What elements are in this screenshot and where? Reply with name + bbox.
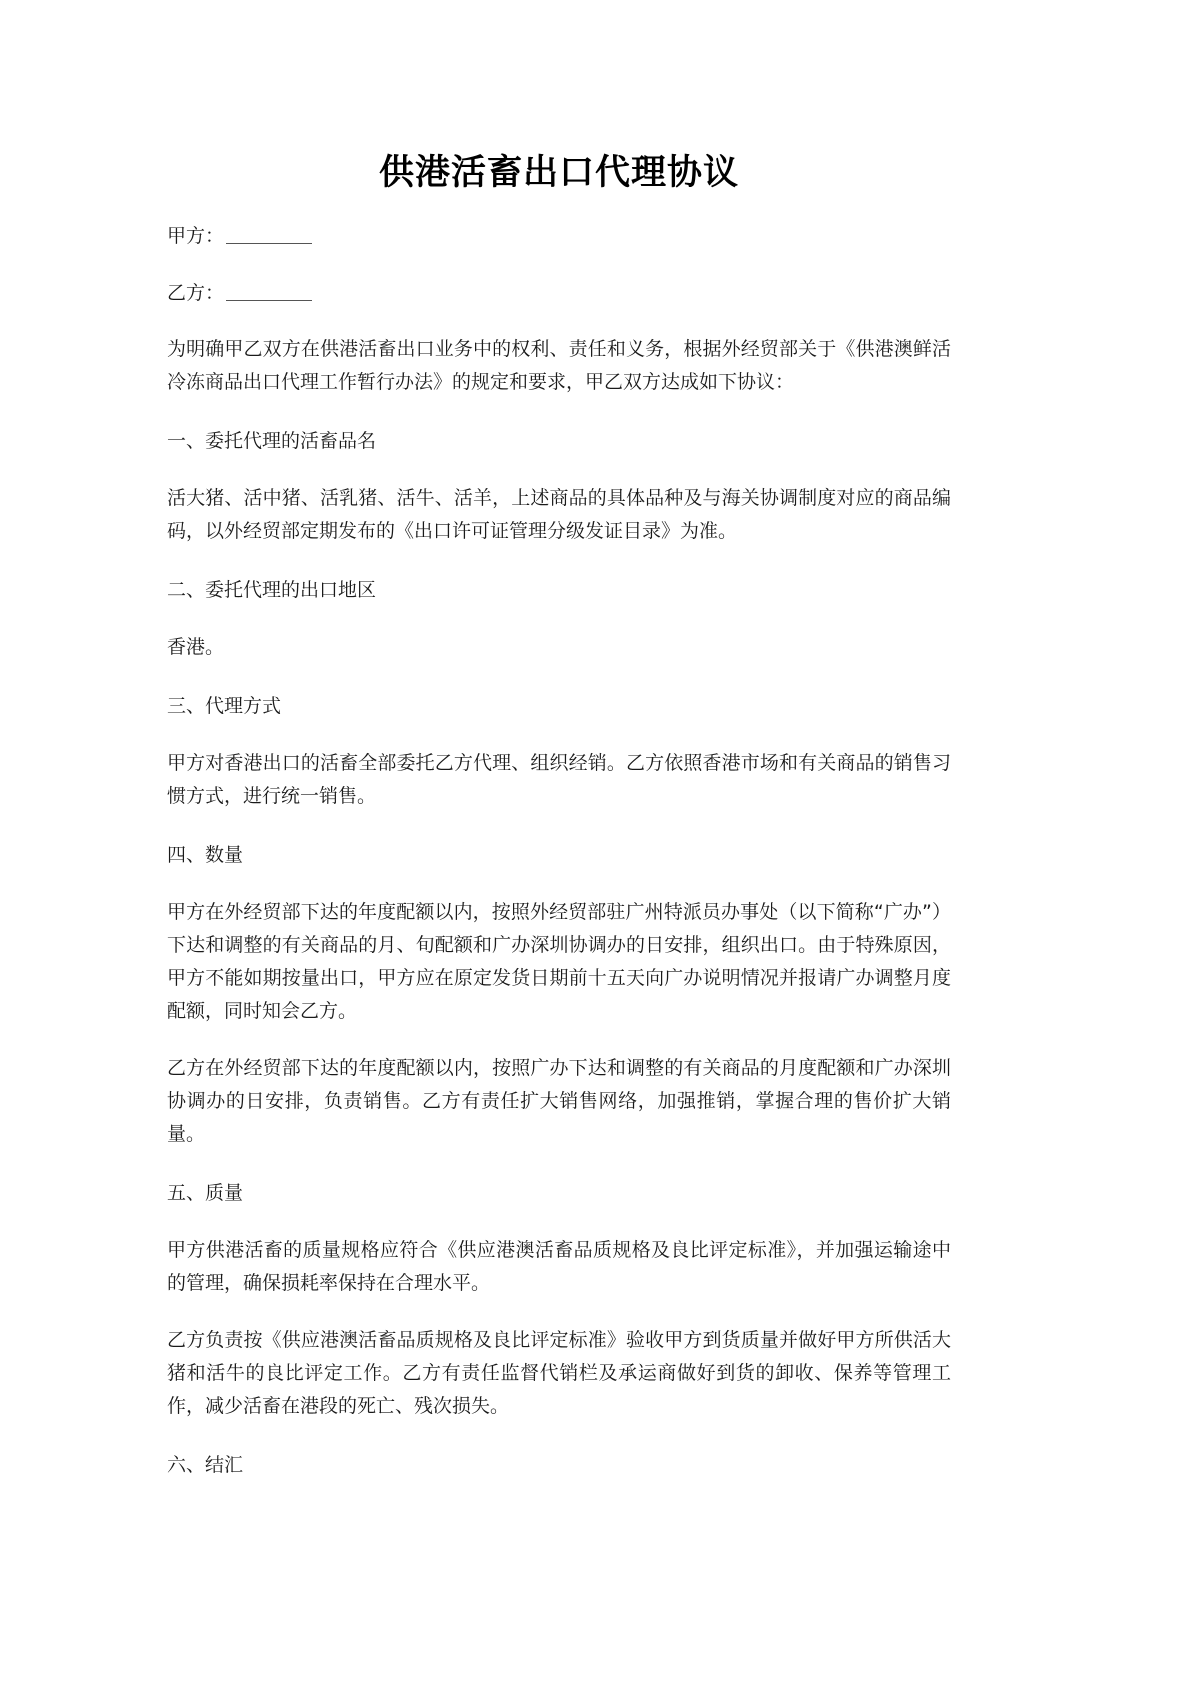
party-b-label: 乙方： <box>167 281 225 304</box>
party-a-line <box>167 194 951 251</box>
section-3-paragraph-1: 甲方对香港出口的活畜全部委托乙方代理、组织经销。乙方依照香港市场和有关商品的销售习惯方式，进行统一销售。 <box>167 752 951 807</box>
section-heading-5: 五、质量 <box>167 1182 244 1204</box>
party-a-blank-field[interactable] <box>226 227 312 244</box>
section-5-paragraph-1: 甲方供港活畜的质量规格应符合《供应港澳活畜品质规格及良比评定标准》，并加强运输途中的管理，确保损耗率保持在合理水平。 <box>167 1239 951 1294</box>
section-heading-6: 六、结汇 <box>167 1454 244 1476</box>
preamble-paragraph: 为明确甲乙双方在供港活畜出口业务中的权利、责任和义务，根据外经贸部关于《供港澳鲜活冷冻商品出口代理工作暂行办法》的规定和要求，甲乙双方达成如下协议： <box>167 338 951 393</box>
section-4-paragraph-1: 甲方在外经贸部下达的年度配额以内，按照外经贸部驻广州特派员办事处（以下简称“广办”）下达和调整的有关商品的月、旬配额和广办深圳协调办的日安排，组织出口。由于特殊原因，甲方不能如期按量出口，甲方应在原定发货日期前十五天向广办说明情况并报请广办调整月度配额，同时知会乙方。 <box>167 901 951 1022</box>
section-heading-3: 三、代理方式 <box>167 695 282 717</box>
section-1-paragraph-1: 活大猪、活中猪、活乳猪、活牛、活羊，上述商品的具体品种及与海关协调制度对应的商品编码，以外经贸部定期发布的《出口许可证管理分级发证目录》为准。 <box>167 487 951 542</box>
section-heading-4: 四、数量 <box>167 844 244 866</box>
section-4-paragraph-2: 乙方在外经贸部下达的年度配额以内，按照广办下达和调整的有关商品的月度配额和广办深圳协调办的日安排，负责销售。乙方有责任扩大销售网络，加强推销，掌握合理的售价扩大销量。 <box>167 1057 951 1145</box>
section-5-paragraph-2: 乙方负责按《供应港澳活畜品质规格及良比评定标准》验收甲方到货质量并做好甲方所供活大猪和活牛的良比评定工作。乙方有责任监督代销栏及承运商做好到货的卸收、保养等管理工作，减少活畜在港段的死亡、残次损失。 <box>167 1329 951 1417</box>
party-a-label: 甲方： <box>167 225 225 247</box>
party-b-blank-field[interactable] <box>226 284 312 301</box>
section-2-paragraph-1: 香港。 <box>167 636 225 658</box>
section-heading-2: 二、委托代理的出口地区 <box>167 579 377 601</box>
page-title: 供港活畜出口代理协议 <box>378 152 739 193</box>
party-b-line <box>167 251 951 308</box>
section-heading-1: 一、委托代理的活畜品名 <box>167 430 377 452</box>
document-content <box>167 0 951 1482</box>
